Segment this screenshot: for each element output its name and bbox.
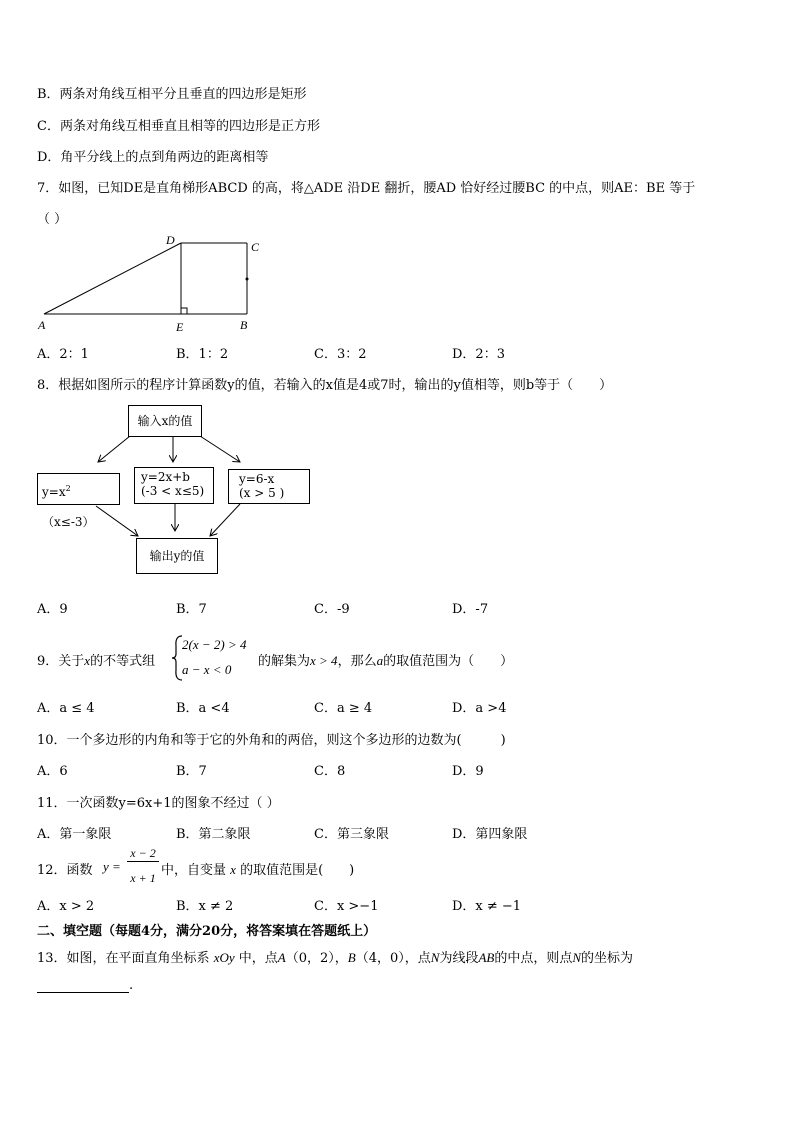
q11-stem: 11．一次函数y=6x+1的图象不经过（ ） [37,796,280,811]
q7-trapezoid-figure [30,230,270,338]
q9-option-d[interactable]: D．a >4 [452,701,507,716]
q8-option-a[interactable]: A．9 [37,602,68,617]
label-c: C [251,240,260,254]
q7-stem: 7．如图，已知DE是直角梯形ABCD 的高，将△ADE 沿DE 翻折，腰AD 恰好经过腰BC 的中点，则AE：BE 等于 [37,181,696,196]
q11-option-d[interactable]: D．第四象限 [452,827,528,842]
q9-option-b[interactable]: B．a <4 [176,701,230,716]
label-d: D [166,233,175,247]
option-b-previous: B．两条对角线互相平分且垂直的四边形是矩形 [37,87,307,102]
q11-option-b[interactable]: B．第二象限 [176,827,251,842]
q9-inequality-1: 2(x − 2) > 4 [182,637,247,652]
q12-option-a[interactable]: A．x > 2 [37,899,95,914]
flow-branch-3 [228,469,310,504]
q13-point-a: A [277,950,286,965]
flow-input-box [128,405,202,437]
label-a: A [38,318,46,332]
q7-option-c[interactable]: C．3：2 [314,347,367,362]
q9-suffix: 的解集为x > 4，那么a的取值范围为（ ） [258,653,514,669]
q13-stem: 13．如图，在平面直角坐标系 xOy 中，点A（0，2），B（4，0），点N为线段AB的中点，则点N的坐标为 [37,950,634,966]
branch2-formula: y=2x+b [141,470,190,484]
label-e: E [176,320,184,334]
q10-stem: 10．一个多边形的内角和等于它的外角和的两倍，则这个多边形的边数为( ) [37,733,506,748]
branch1-domain: （x≤-3） [42,515,95,529]
q12-var-x: x [230,862,236,877]
q12-suffix: 中，自变量 x 的取值范围是( ) [161,862,355,878]
q8-option-b[interactable]: B．7 [176,602,207,617]
q12-numerator: x − 2 [127,846,159,862]
q7-option-a[interactable]: A．2：1 [37,347,89,362]
branch2-domain: (-3 < x≤5) [141,484,205,498]
q10-option-b[interactable]: B．7 [176,764,207,779]
q10-option-d[interactable]: D．9 [452,764,484,779]
q11-option-a[interactable]: A．第一象限 [37,827,112,842]
branch1-formula: y=x [42,485,66,499]
q8-option-d[interactable]: D．-7 [452,602,489,617]
section-title: 二、填空题（每题4分，满分20分，将答案填在答题纸上） [37,924,377,939]
flow-branch-2 [134,467,214,504]
q9-prefix: 9．关于x的不等式组 [37,653,156,669]
q9-var-a: a [376,653,384,668]
q13-point-b: B [347,950,356,965]
q8-stem: 8．根据如图所示的程序计算函数y的值，若输入的x值是4或7时，输出的y值相等，则b等于（ ） [37,378,613,393]
q11-option-c[interactable]: C．第三象限 [314,827,389,842]
q12-y-equals: y = [103,859,121,874]
q10-option-a[interactable]: A．6 [37,764,68,779]
q9-option-a[interactable]: A．a ≤ 4 [37,701,95,716]
q9-var-x: x [84,653,91,668]
q9-condition: x > 4 [310,653,338,668]
q13-period: . [129,978,134,993]
flow-output-box [136,538,218,574]
q13-answer-line[interactable] [37,978,133,993]
q13-xoy: xOy [213,950,235,965]
option-c-previous: C．两条对角线互相垂直且相等的四边形是正方形 [37,119,320,134]
q12-denominator: x + 1 [130,871,156,885]
branch3-domain: (x > 5 ) [239,486,285,500]
q7-option-b[interactable]: B．1：2 [176,347,229,362]
q7-paren: （ ） [37,212,68,227]
q10-option-c[interactable]: C．8 [314,764,346,779]
answer-blank[interactable] [37,980,129,993]
q12-option-d[interactable]: D．x ≠ −1 [452,899,522,914]
label-b: B [240,318,248,332]
flow-input-text: 输入x的值 [137,414,193,428]
q8-option-c[interactable]: C．-9 [314,602,350,617]
q13-point-n-2: N [572,950,582,965]
q12-option-b[interactable]: B．x ≠ 2 [176,899,234,914]
q12-prefix: 12．函数 [37,863,93,878]
q9-inequality-2: a − x < 0 [182,662,232,677]
branch1-exponent: 2 [65,484,71,493]
q7-option-d[interactable]: D．2：3 [452,347,505,362]
q12-option-c[interactable]: C．x >−1 [314,899,379,914]
q9-option-c[interactable]: C．a ≥ 4 [314,701,373,716]
q13-point-n: N [430,950,440,965]
q13-segment-ab: AB [478,950,495,965]
option-d-previous: D．角平分线上的点到角两边的距离相等 [37,150,269,165]
branch3-formula: y=6-x [239,472,275,486]
flow-output-text: 输出y的值 [149,549,205,563]
